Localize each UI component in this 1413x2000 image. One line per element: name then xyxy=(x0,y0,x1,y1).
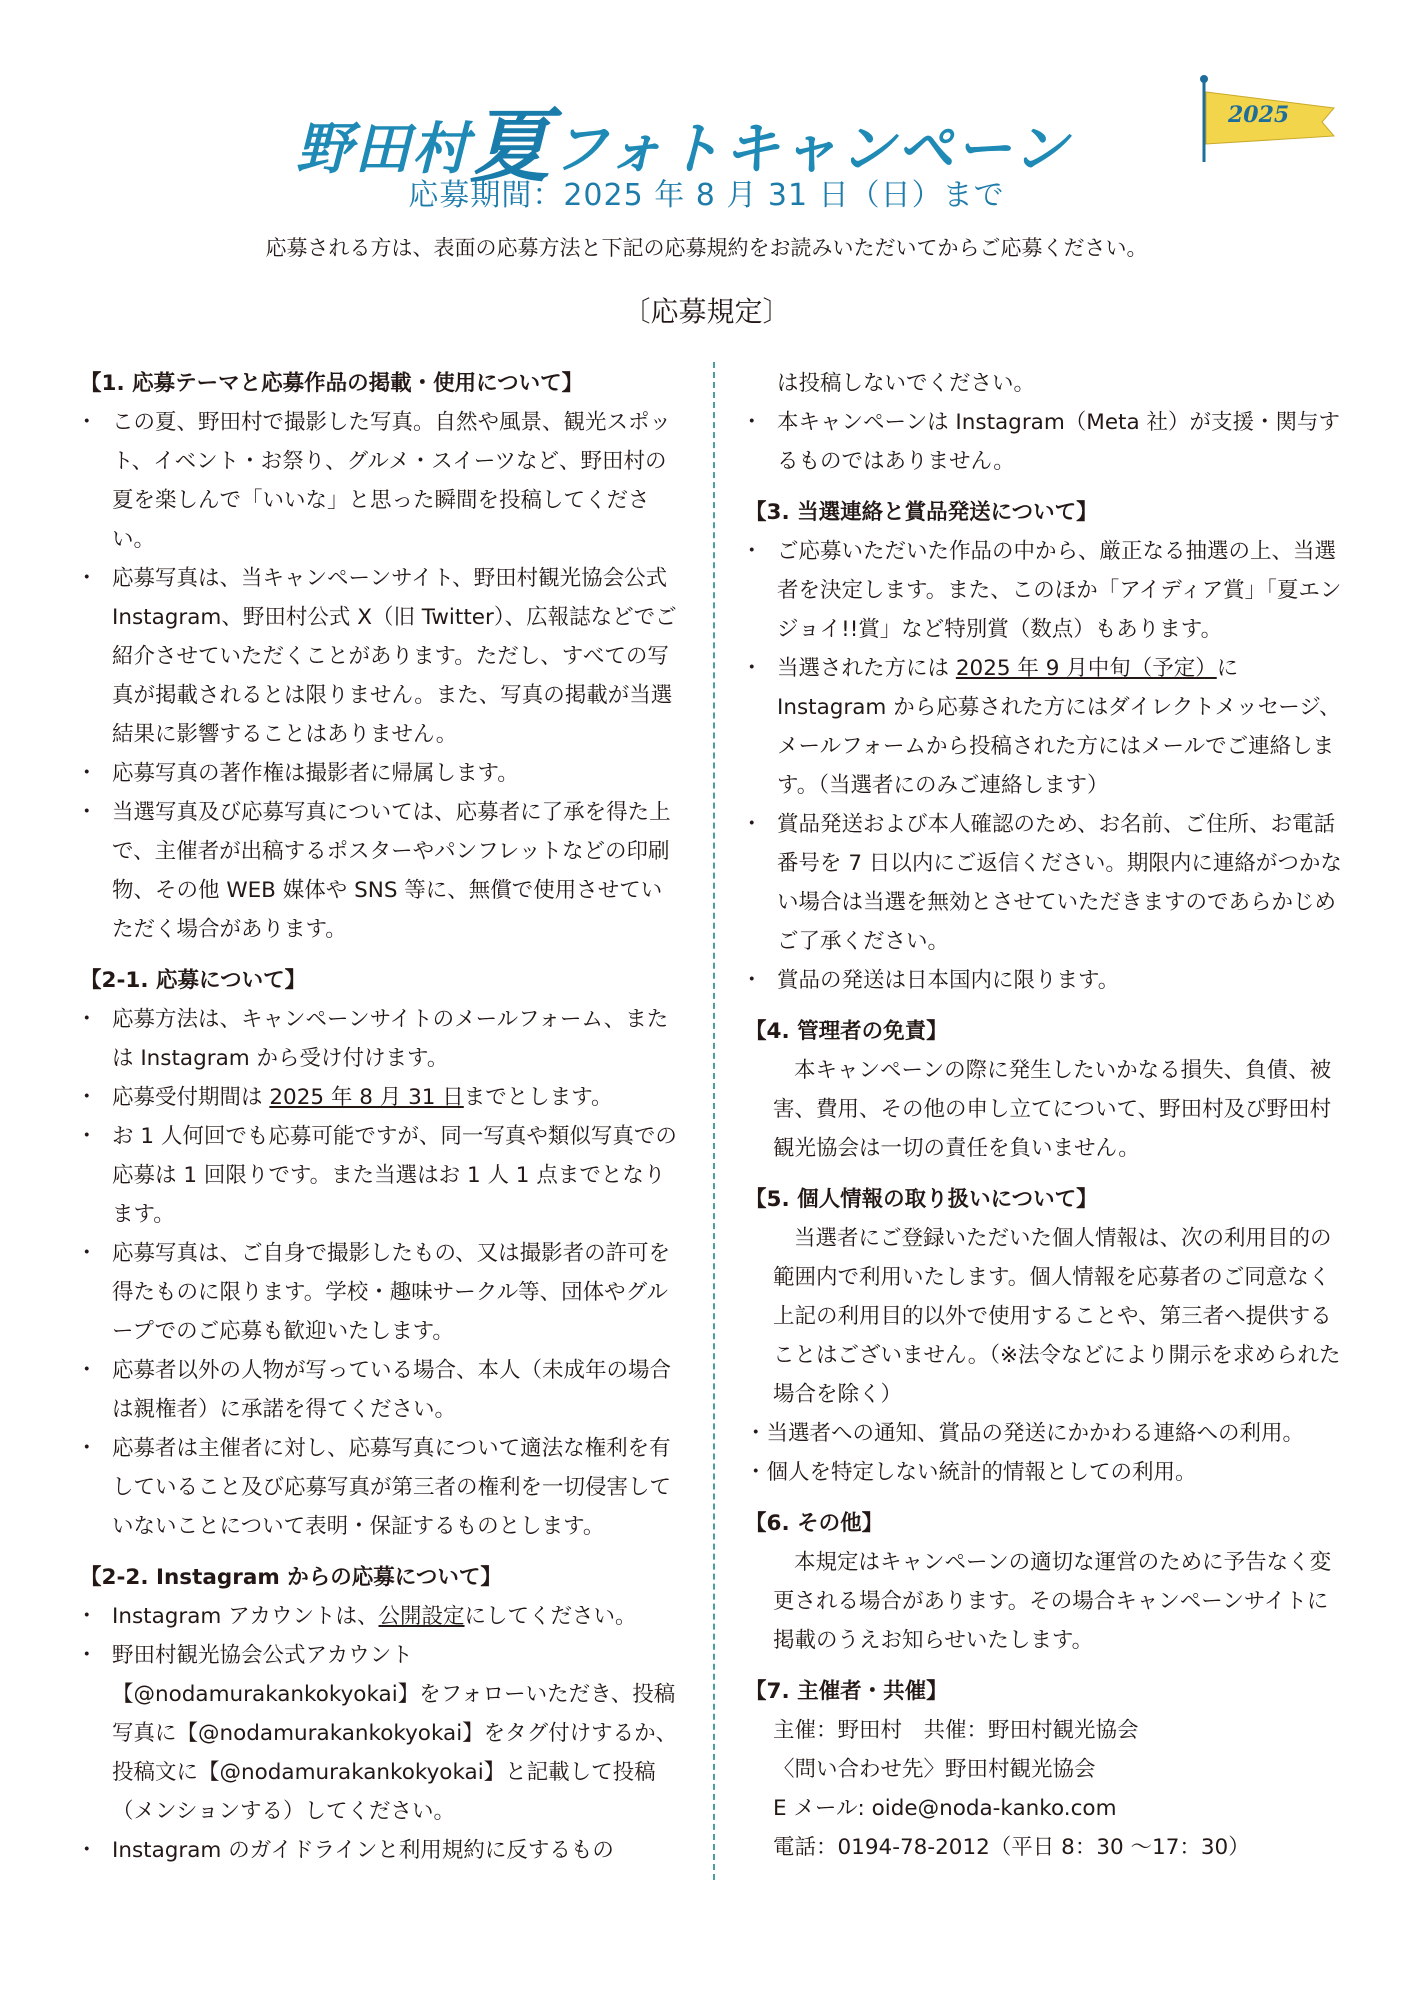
text-span: までとします。 xyxy=(463,1085,613,1110)
section-3-title: 【3. 当選連絡と賞品発送について】 xyxy=(745,500,1098,525)
section-2-2-title: 【2-2. Instagram からの応募について】 xyxy=(80,1565,502,1590)
list-item: ・ 本キャンペーンは Instagram（Meta 社）が支援・関与するものではありません。 xyxy=(745,403,1345,481)
section-1-list xyxy=(80,403,680,949)
list-item: ・個人を特定しない統計的情報としての利用。 xyxy=(745,1460,1197,1485)
list-item xyxy=(80,1078,680,1117)
list-item: ・ 応募写真は、ご自身で撮影したもの、又は撮影者の許可を得たものに限ります。学校・趣味サークル等、団体やグループでのご応募も歓迎いたします。 xyxy=(80,1234,680,1351)
list-item: ・ お 1 人何回でも応募可能ですが、同一写真や類似写真での応募は 1 回限りです。また当選はお 1 人 1 点までとなります。 xyxy=(80,1117,680,1234)
list-item xyxy=(80,1597,680,1636)
text-span: 応募受付期間は xyxy=(112,1085,270,1110)
header xyxy=(0,58,1413,193)
text-span: に Instagram から応募された方にはダイレクトメッセージ、メールフォームから投稿された方にはメールでご連絡します。（当選者にのみご連絡します） xyxy=(777,656,1341,798)
section-5-title: 【5. 個人情報の取り扱いについて】 xyxy=(745,1187,1098,1212)
section-6-title: 【6. その他】 xyxy=(745,1511,884,1536)
title-village: 野田村 xyxy=(296,117,470,182)
section-2-1-list xyxy=(80,1000,680,1546)
rules-heading: 〔応募規定〕 xyxy=(622,295,791,328)
list-item: ・ この夏、野田村で撮影した写真。自然や風景、観光スポット、イベント・お祭り、グルメ・スイーツなど、野田村の夏を楽しんで「いいな」と思った瞬間を投稿してください。 xyxy=(80,403,680,559)
text-span: 当選された方には xyxy=(777,656,956,681)
list-item: ・ Instagram のガイドラインと利用規約に反するもの xyxy=(80,1831,680,1870)
list-item: ・ 応募写真は、当キャンペーンサイト、野田村観光協会公式 Instagram、野田村公式 X（旧 Twitter）、広報誌などでご紹介させていただくことがあります。ただし、すべての写真が掲載されるとは限りません。また、写真の掲載が当選結果に影響することはありません。 xyxy=(80,559,680,754)
column-divider xyxy=(713,362,715,1880)
intro-text: 応募される方は、表面の応募方法と下記の応募規約をお読みいただいてからご応募ください。 xyxy=(265,236,1148,260)
list-item: ・ 賞品の発送は日本国内に限ります。 xyxy=(745,961,1345,1000)
list-item: ・ ご応募いただいた作品の中から、厳正なる抽選の上、当選者を決定します。また、このほか「アイディア賞」「夏エンジョイ!!賞」など特別賞（数点）もあります。 xyxy=(745,532,1345,649)
deadline-date: 2025 年 8 月 31 日 xyxy=(269,1085,464,1110)
application-period: 応募期間：2025 年 8 月 31 日（日）まで xyxy=(408,178,1005,213)
section-2-2-list xyxy=(80,1597,680,1870)
contact-label: 〈問い合わせ先〉野田村観光協会 xyxy=(773,1757,1096,1782)
list-item: ・ 応募者以外の人物が写っている場合、本人（未成年の場合は親権者）に承諾を得てください。 xyxy=(80,1351,680,1429)
section-2-1-title: 【2-1. 応募について】 xyxy=(80,968,307,993)
list-item xyxy=(745,649,1345,805)
left-column xyxy=(80,364,680,1870)
title-photo-campaign: フォトキャンペーン xyxy=(552,117,1071,182)
list-item: ・ 応募方法は、キャンペーンサイトのメールフォーム、または Instagram から受け付けます。 xyxy=(80,1000,680,1078)
section-7-title: 【7. 主催者・共催】 xyxy=(745,1679,948,1704)
list-item: ・ 賞品発送および本人確認のため、お名前、ご住所、お電話番号を 7 日以内にご返信ください。期限内に連絡がつかない場合は当選を無効とさせていただきますのであらかじめご了承ください。 xyxy=(745,805,1345,961)
right-column xyxy=(745,364,1345,1867)
section-5-text: 当選者にご登録いただいた個人情報は、次の利用目的の範囲内で利用いたします。個人情報を応募者のご同意なく上記の利用目的以外で使用することや、第三者へ提供することはございません。（※法令などにより開示を求められた場合を除く） xyxy=(773,1226,1341,1407)
section-1-title: 【1. 応募テーマと応募作品の掲載・使用について】 xyxy=(80,371,584,396)
list-item-continued: は投稿しないでください。 xyxy=(777,371,1036,396)
section-3-list xyxy=(745,532,1345,1000)
list-item: ・ 応募写真の著作権は撮影者に帰属します。 xyxy=(80,754,680,793)
phone-line: 電話：0194-78-2012（平日 8：30 ～17：30） xyxy=(773,1835,1250,1860)
announcement-date: 2025 年 9 月中旬（予定） xyxy=(955,656,1217,681)
section-2-2-list-cont xyxy=(745,403,1345,481)
year-badge: 2025 xyxy=(1228,102,1290,128)
section-4-title: 【4. 管理者の免責】 xyxy=(745,1019,948,1044)
section-5-list xyxy=(745,1414,1345,1492)
list-item: ・ 当選写真及び応募写真については、応募者に了承を得た上で、主催者が出稿するポスターやパンフレットなどの印刷物、その他 WEB 媒体や SNS 等に、無償で使用させていただく場合があります。 xyxy=(80,793,680,949)
text-span: にしてください。 xyxy=(464,1604,637,1629)
section-6-text: 本規定はキャンペーンの適切な運営のために予告なく変更される場合があります。その場合キャンペーンサイトに掲載のうえお知らせいたします。 xyxy=(773,1550,1332,1653)
public-setting-text: 公開設定 xyxy=(378,1604,465,1629)
list-item: ・当選者への通知、賞品の発送にかかわる連絡への利用。 xyxy=(745,1421,1305,1446)
email-line: E メール: oide@noda-kanko.com xyxy=(773,1796,1117,1821)
text-span: Instagram アカウントは、 xyxy=(112,1604,379,1629)
section-4-text: 本キャンペーンの際に発生したいかなる損失、負債、被害、費用、その他の申し立てについて、野田村及び野田村観光協会は一切の責任を負いません。 xyxy=(773,1058,1332,1161)
list-item: ・ 応募者は主催者に対し、応募写真について適法な権利を有していること及び応募写真が第三者の権利を一切侵害していないことについて表明・保証するものとします。 xyxy=(80,1429,680,1546)
organizer-line: 主催：野田村 共催：野田村観光協会 xyxy=(773,1718,1139,1743)
list-item: ・ 野田村観光協会公式アカウント【@nodamurakankokyokai】をフォローいただき、投稿写真に【@nodamurakankokyokai】をタグ付けするか、投稿文に【@nodamurakankokyokai】と記載して投稿（メンションする）してください。 xyxy=(80,1636,680,1831)
title-summer: 夏 xyxy=(470,100,552,193)
